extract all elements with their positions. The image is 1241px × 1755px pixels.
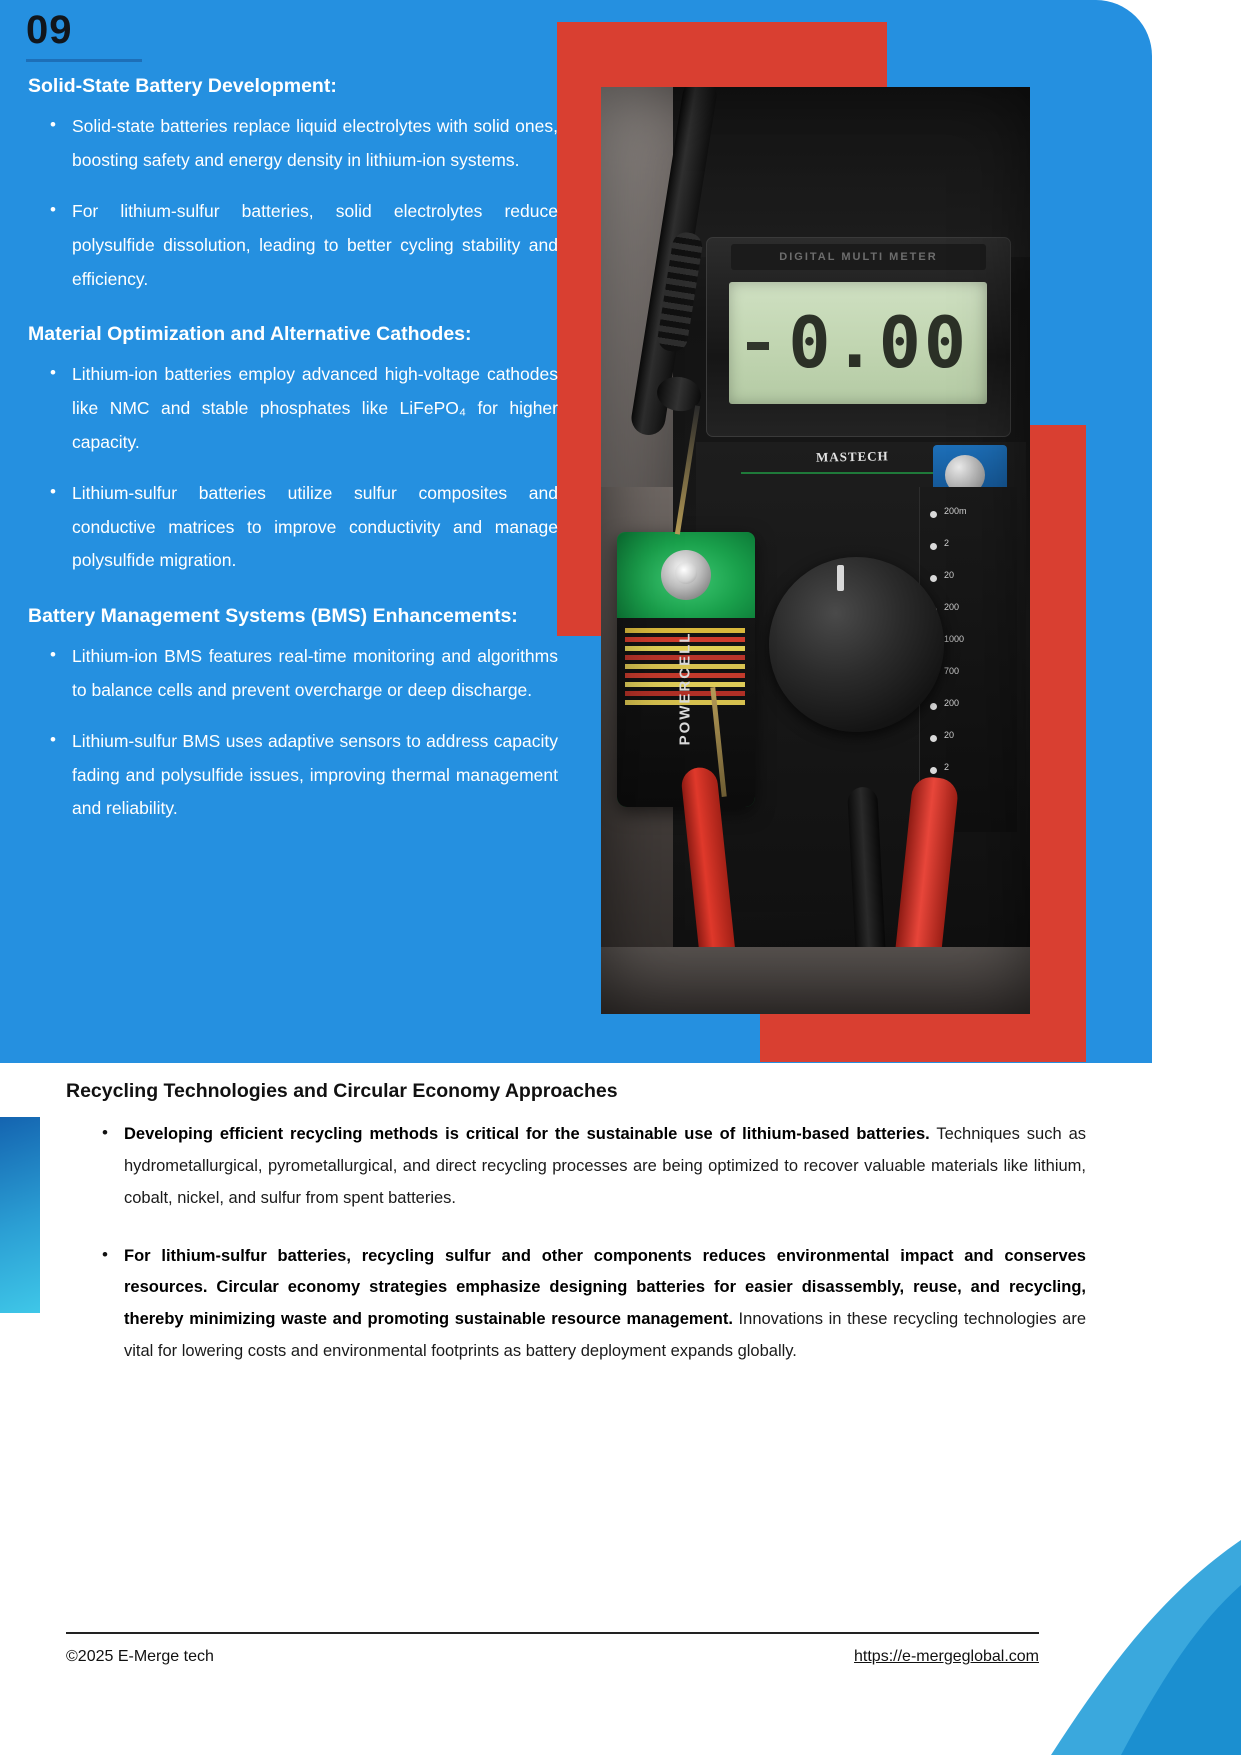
list-item: • Lithium-ion batteries employ advanced high-voltage cathodes like NMC and stable phosphates like LiFePO₄ for higher capacity.	[28, 358, 558, 459]
left-gradient-accent	[0, 1117, 40, 1313]
list-item	[96, 1241, 1086, 1368]
photo-vignette	[601, 87, 1030, 1014]
page-number: 09	[26, 8, 73, 52]
solid-state-bullet-list	[28, 110, 558, 296]
meter-model-label: DIGITAL MULTI METER	[731, 244, 986, 270]
corner-swoosh-decoration	[1011, 1455, 1241, 1755]
list-item-rest: Techniques such as hydrometallurgical, pyrometallurgical, and direct recycling processes are being optimized to recover valuable materials like lithium, cobalt, nickel, and sulfur from spent batteries.	[124, 1125, 1086, 1207]
list-item: • For lithium-sulfur batteries, solid electrolytes reduce polysulfide dissolution, leading to better cycling stability and efficiency.	[28, 195, 558, 296]
lcd-reading: 0.00	[788, 302, 969, 384]
page-number-rule	[26, 59, 142, 62]
list-item-rest: Innovations in these recycling technologies are vital for lowering costs and environmental footprints as battery deployment expands globally.	[124, 1310, 1086, 1361]
list-item: • Solid-state batteries replace liquid electrolytes with solid ones, boosting safety and energy density in lithium-ion systems.	[28, 110, 558, 177]
list-item-bold-lead: For lithium-sulfur batteries, recycling sulfur and other components reduces environmental impact and conserves resources. Circular economy strategies emphasize designing batteries for easier disassembly, reuse, and recycling, thereby minimizing waste and promoting sustainable resource management.	[124, 1246, 1086, 1329]
heading-material-optimization: Material Optimization and Alternative Cathodes:	[28, 323, 472, 346]
range-selector-strip: 200m 2 20 200 1000 700 200 20 2	[919, 487, 1017, 832]
heading-solid-state: Solid-State Battery Development:	[28, 75, 337, 97]
multimeter-photo	[601, 87, 1030, 1014]
page-number-block	[26, 8, 142, 62]
list-item: • Lithium-ion BMS features real-time monitoring and algorithms to balance cells and prevent overcharge or deep discharge.	[28, 640, 558, 707]
list-item: • Lithium-sulfur BMS uses adaptive sensors to address capacity fading and polysulfide issues, improving thermal management and reliability.	[28, 725, 558, 826]
material-bullet-list	[28, 358, 558, 578]
bms-bullet-list	[28, 640, 558, 826]
footer-divider	[66, 1632, 1039, 1634]
list-item	[96, 1119, 1086, 1215]
recycling-bullet-list	[96, 1119, 1086, 1394]
footer-copyright: ©2025 E-Merge tech	[66, 1648, 214, 1665]
meter-brand-text: MASTECH	[815, 448, 889, 465]
blue-content	[28, 70, 558, 848]
list-item: • Lithium-sulfur batteries utilize sulfur composites and conductive matrices to improve conductivity and manage polysulfide migration.	[28, 477, 558, 578]
battery-brand-text: POWERCELL	[676, 631, 694, 746]
heading-bms-enhancements: Battery Management Systems (BMS) Enhancements:	[28, 604, 518, 627]
red-accent-bridge	[760, 1010, 1086, 1062]
footer-website-link[interactable]: https://e-mergeglobal.com	[854, 1648, 1039, 1665]
recycling-heading: Recycling Technologies and Circular Economy Approaches	[66, 1080, 618, 1102]
list-item-bold-lead: Developing efficient recycling methods is critical for the sustainable use of lithium-based batteries.	[124, 1125, 930, 1143]
